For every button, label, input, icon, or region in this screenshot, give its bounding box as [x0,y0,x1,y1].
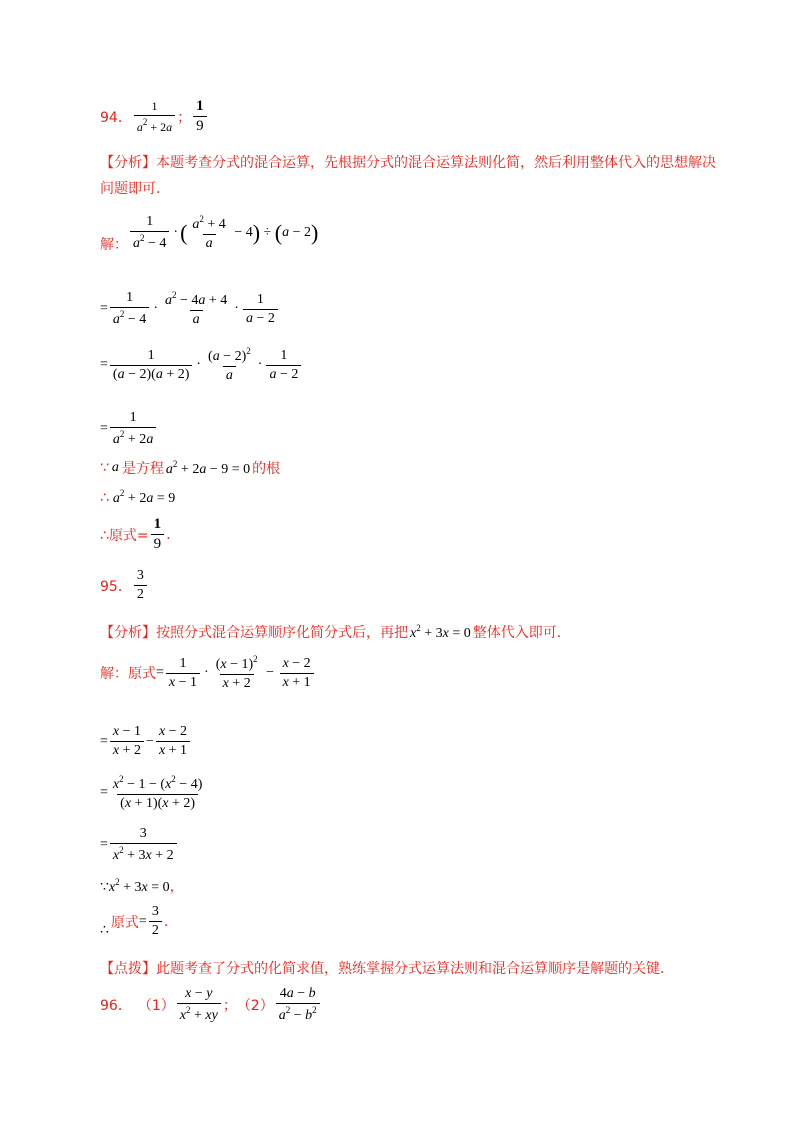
q94-answer-fraction: $\frac{1}{a^2 + 2a}$ [134,99,175,135]
question-number: 96． [100,998,132,1014]
q95-result-line: ∴ 原式 = $\frac{3}{2}$ . [100,904,169,938]
solution-prefix: 解： [100,237,128,253]
tip-text: 此题考查了分式的化简求值，熟练掌握分式运算法则和混合运算顺序是解题的关键. [156,961,665,977]
analysis-text-continued: 问题即可. [100,181,161,197]
question-number: 94． [100,109,132,126]
q94-result-line: ∴原式= $\frac{1}{9}$ . [100,516,171,552]
q94-because-line: ∵ a 是方程 $a^2 + 2a - 9 = 0$ 的根 [100,458,281,477]
analysis-tag: 【分析】 [100,155,156,171]
q95-answer-line: 95． $\frac{3}{2}$ [100,568,720,603]
q95-solution-step-2: = $\frac{x - 1}{x + 2}$ − $\frac{x - 2}{x + 1}$ [100,724,720,759]
q95-because-line: $\because x^2 + 3x = 0$ ， [100,876,184,895]
q94-solution-step-3: = $\frac{1}{(a - 2)(a + 2)}$ · $\frac{(a - 2)^2}{a}$ · $\frac{1}{a - 2}$ [100,346,720,384]
tip-tag: 【点拨】 [100,961,156,977]
q95-solution-step-1: 解：原式 = $\frac{1}{x - 1}$ · $\frac{(x - 1)^2}{x + 2}$ − $\frac{x - 2}{x + 1}$ [100,654,720,692]
q95-analysis: 【分析】 按照分式混合运算顺序化简分式后，再把 $x^2 + 3x = 0$ 整体代入即可. [100,622,562,641]
q94-solution-step-1: 解： $\frac{1}{a^2 - 4}$ ·( $\frac{a^2 + 4}{a}$ − 4) ÷ (a − 2) [100,214,319,253]
analysis-text: 本题考查分式的混合运算，先根据分式的混合运算法则化简，然后利用整体代入的思想解决 [156,155,716,171]
q94-solution-step-4: = $\frac{1}{a^2 + 2a}$ [100,410,720,448]
q95-solution-step-3: = $\frac{x^2 - 1 - (x^2 - 4)}{(x + 1)(x + 2)}$ [100,774,203,811]
q94-therefore-line: ∴ $a^2 + 2a = 9$ [100,488,176,506]
separator: ； [177,109,192,126]
q95-solution-step-4: = $\frac{3}{x^2 + 3x + 2}$ [100,826,720,864]
q94-solution-step-2: = $\frac{1}{a^2 - 4}$ · $\frac{a^2 - 4a + 4}{a}$ · $\frac{1}{a - 2}$ [100,290,720,328]
q96-answer-line: 96． （1） $\frac{x - y}{x^2 + xy}$ ； （2） $\frac{4a - b}{a^2 - b^2}$ [100,986,720,1024]
q94-answer-line [100,98,720,135]
q94-analysis [100,150,720,202]
question-number: 95． [100,578,132,595]
q95-tip [100,958,720,978]
q94-value-fraction: $\frac{1}{9}$ [193,98,207,135]
